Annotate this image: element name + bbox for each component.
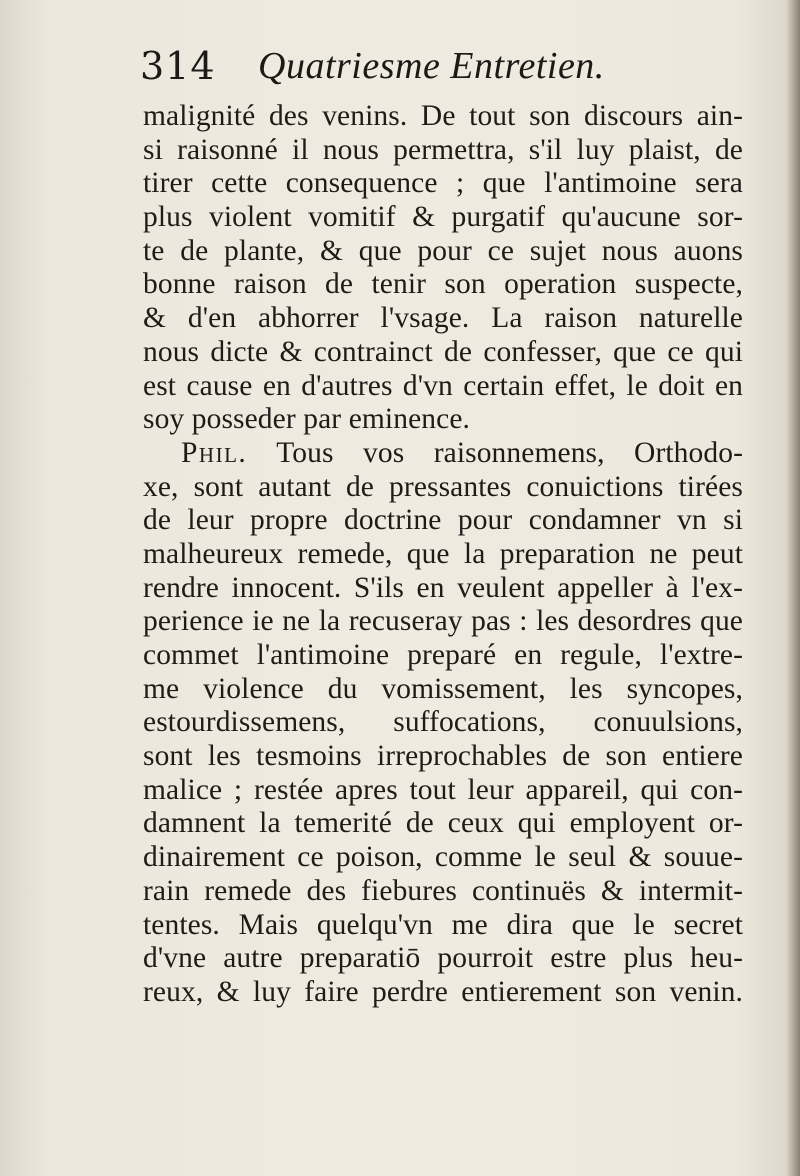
text-line: d'vne autre preparatiō pourroit estre plus heu- (143, 942, 743, 975)
text-line: dinairement ce poison, comme le seul & souue- (143, 841, 743, 874)
text-line: nous dicte & contrainct de confesser, que ce qui (143, 335, 743, 368)
text-line-rest: Tous vos raisonnemens, Orthodo- (276, 436, 743, 469)
text-line: tentes. Mais quelqu'vn me dira que le secret (143, 908, 743, 941)
speaker-name: Phil. (181, 436, 248, 469)
page-edge-shadow (786, 0, 800, 1176)
text-line: de leur propre doctrine pour condamner vn si (143, 504, 743, 537)
text-line (143, 437, 743, 471)
running-head: Quatriesme Entretien. (258, 45, 605, 87)
text-line: me violence du vomissement, les syncopes, (143, 672, 743, 705)
page-number: 314 (140, 44, 216, 88)
text-line: sont les tesmoins irreprochables de son entiere (143, 740, 743, 773)
text-line: damnent la temerité de ceux qui employent or- (143, 807, 743, 840)
text-line: te de plante, & que pour ce sujet nous auons (143, 234, 743, 267)
text-line: soy posseder par eminence. (143, 403, 470, 436)
text-line: xe, sont autant de pressantes conuictions tirées (143, 470, 743, 503)
text-line: commet l'antimoine preparé en regule, l'extre- (143, 639, 743, 671)
text-line: perience ie ne la recuseray pas : les desordres que (143, 605, 743, 638)
text-line: & d'en abhorrer l'vsage. La raison naturelle (143, 302, 743, 335)
paragraph-1 (143, 100, 743, 437)
text-line: si raisonné il nous permettra, s'il luy plaist, de (143, 133, 743, 166)
text-line: rendre innocent. S'ils en veulent appeller à l'ex- (143, 571, 743, 604)
text-line: bonne raison de tenir son operation suspecte, (143, 268, 743, 301)
body-text (143, 100, 743, 1010)
page-header (140, 40, 740, 100)
text-line: plus violent vomitif & purgatif qu'aucune sor- (143, 201, 743, 234)
text-line: est cause en d'autres d'vn certain effet, le doit en (143, 369, 743, 402)
paragraph-2 (143, 437, 743, 1010)
text-line: malignité des venins. De tout son discours ain- (143, 100, 743, 132)
text-line: estourdissemens, suffocations, conuulsions, (143, 706, 743, 739)
text-line: tirer cette consequence ; que l'antimoine sera (143, 167, 743, 200)
text-line: reux, & luy faire perdre entierement son venin. (143, 975, 743, 1008)
text-line: malheureux remede, que la preparation ne peut (143, 537, 743, 570)
text-line: malice ; restée apres tout leur appareil, qui con- (143, 773, 743, 806)
text-line: rain remede des fiebures continuës & intermit- (143, 874, 743, 907)
